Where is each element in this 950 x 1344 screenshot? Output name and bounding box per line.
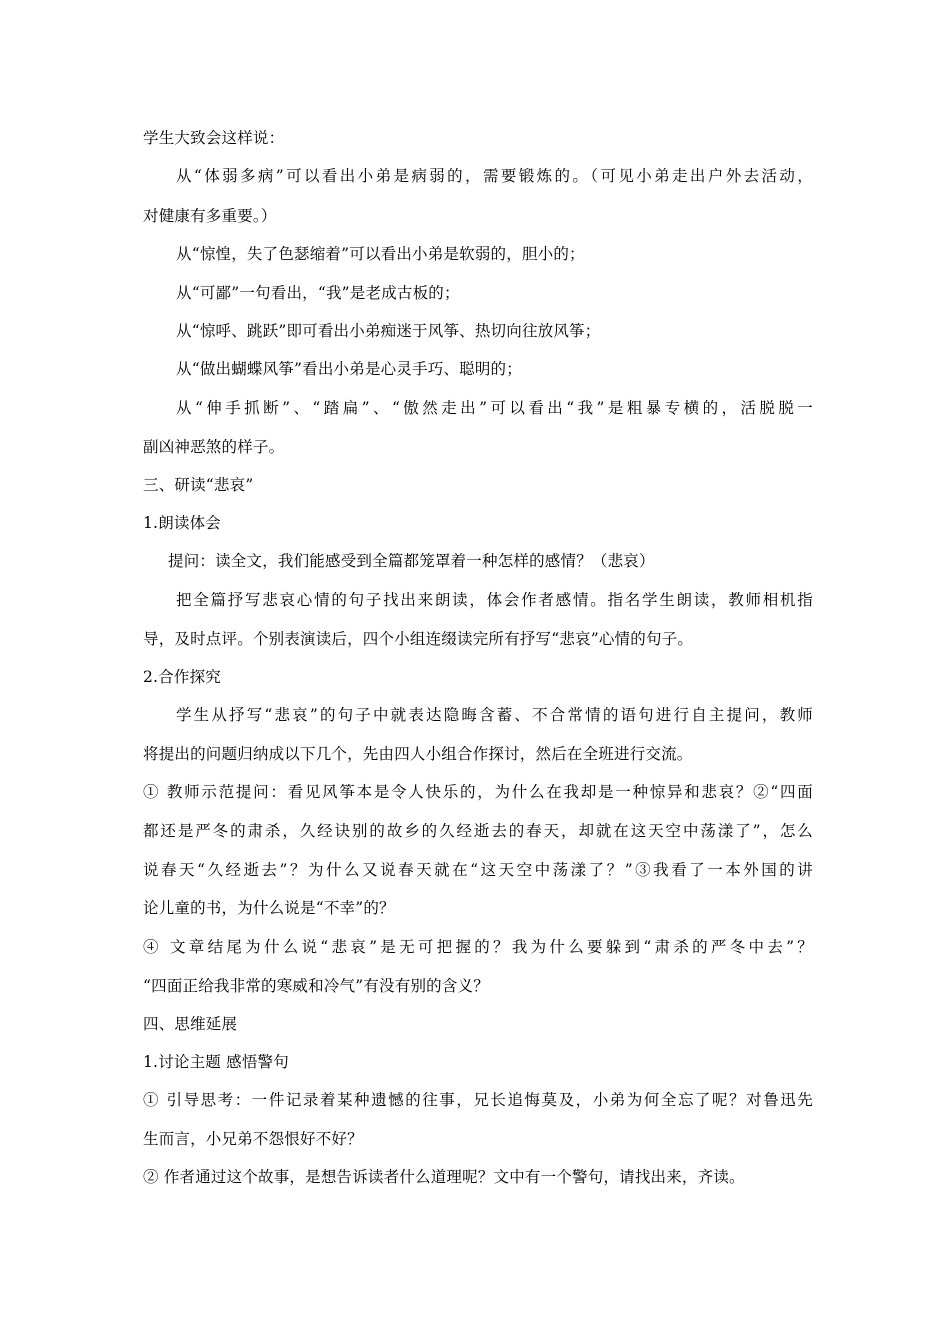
- text-line-q4: ④ 文章结尾为什么说“悲哀”是无可把握的？我为什么要躲到“肃杀的严冬中去”？: [143, 938, 813, 956]
- text-line-weak-sick: 从“体弱多病”可以看出小弟是病弱的，需要锻炼的。（可见小弟走出户外去活动，: [176, 167, 813, 185]
- subheading-theme: 1.讨论主题 感悟警句: [143, 1053, 289, 1071]
- text-line-exclaim-jump: 从“惊呼、跳跃”即可看出小弟痴迷于风筝、热切向往放风筝；: [176, 322, 601, 340]
- text-line-q4-cont: “四面正给我非常的寒威和冷气”有没有别的含义？: [143, 977, 489, 995]
- text-line-self-question: 学生从抒写“悲哀”的句子中就表达隐晦含蓄、不合常情的语句进行自主提问，教师: [176, 706, 813, 724]
- text-line-snatch-trample: 从“伸手抓断”、“踏扁”、“傲然走出”可以看出“我”是粗暴专横的，活脱脱一: [176, 399, 813, 417]
- text-line-question: 提问：读全文，我们能感受到全篇都笼罩着一种怎样的感情？（悲哀）: [168, 552, 655, 570]
- text-line-frightened: 从“惊惶，失了色瑟缩着”可以看出小弟是软弱的，胆小的；: [176, 245, 585, 263]
- text-line-butterfly-kite: 从“做出蝴蝶风筝”看出小弟是心灵手巧、聪明的；: [176, 360, 522, 378]
- text-line-author-message: ② 作者通过这个故事，是想告诉读者什么道理呢？文中有一个警句，请找出来，齐读。: [143, 1168, 745, 1186]
- text-line-student-responses: 学生大致会这样说：: [143, 129, 285, 147]
- text-line-health: 对健康有多重要。）: [143, 207, 277, 225]
- text-line-guide: ① 引导思考：一件记录着某种遗憾的往事，兄长追悔莫及，小弟为何全忘了呢？对鲁迅先: [143, 1091, 813, 1109]
- section-heading-3: 三、研读“悲哀”: [143, 476, 254, 494]
- text-line-guide-cont: 生而言，小兄弟不怨恨好不好？: [143, 1130, 363, 1148]
- text-line-q3: 论儿童的书，为什么说是“不幸”的？: [143, 899, 395, 917]
- text-line-q2-cont: 说春天“久经逝去”？为什么又说春天就在“这天空中荡漾了？”③我看了一本外国的讲: [143, 861, 813, 879]
- text-line-comment: 导，及时点评。个别表演读后，四个小组连缀读完所有抒写“悲哀”心情的句子。: [143, 630, 694, 648]
- subheading-cooperation: 2.合作探究: [143, 668, 221, 686]
- text-line-fierce: 副凶神恶煞的样子。: [143, 438, 285, 456]
- text-line-q2: 都还是严冬的肃杀，久经诀别的故乡的久经逝去的春天，却就在这天空中荡漾了”，怎么: [143, 822, 813, 840]
- text-line-group-discussion: 将提出的问题归纳成以下几个，先由四人小组合作探讨，然后在全班进行交流。: [143, 745, 693, 763]
- text-line-despicable: 从“可鄙”一句看出，“我”是老成古板的；: [176, 284, 460, 302]
- text-line-q1: ① 教师示范提问：看见风筝本是令人快乐的，为什么在我却是一种惊异和悲哀？②“四面: [143, 783, 813, 801]
- section-heading-4: 四、思维延展: [143, 1015, 238, 1033]
- subheading-reading: 1.朗读体会: [143, 514, 221, 532]
- text-line-read-aloud: 把全篇抒写悲哀心情的句子找出来朗读，体会作者感情。指名学生朗读，教师相机指: [176, 591, 813, 609]
